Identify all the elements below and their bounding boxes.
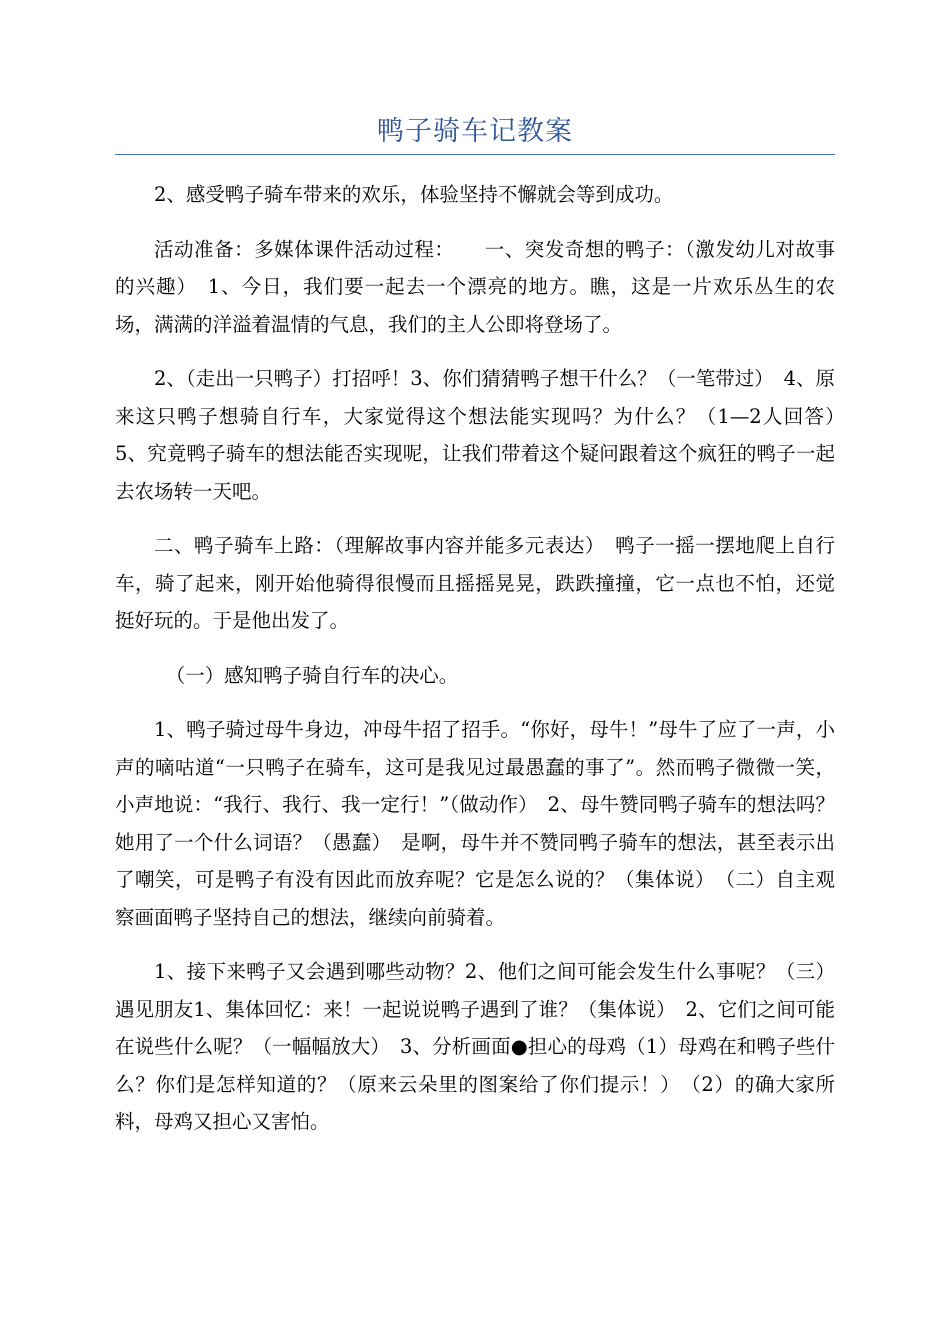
paragraph: 2、感受鸭子骑车带来的欢乐，体验坚持不懈就会等到成功。: [154, 183, 674, 206]
title-underline: [115, 154, 835, 155]
paragraph: 1、接下来鸭子又会遇到哪些动物？2、他们之间可能会发生什么事呢？（三）遇见朋友1、集体回忆：来！一起说说鸭子遇到了谁？（集体说） 2、它们之间可能在说些什么呢？（一幅幅放大） 3、分析画面●担心的母鸡（1）母鸡在和鸭子些什么？你们是怎样知道的？（原来云朵里的图案给了你们提示！） （2）的确大家所料，母鸡又担心又害怕。: [115, 960, 835, 1133]
paragraph: 2、（走出一只鸭子）打招呼！3、你们猜猜鸭子想干什么？（一笔带过） 4、原来这只鸭子想骑自行车，大家觉得这个想法能实现吗？为什么？（1—2人回答） 5、究竟鸭子骑车的想法能否实现呢，让我们带着这个疑问跟着这个疯狂的鸭子一起去农场转一天吧。: [115, 367, 855, 503]
paragraph: 1、鸭子骑过母牛身边，冲母牛招了招手。“你好，母牛！”母牛了应了一声，小声的嘀咕道“一只鸭子在骑车，这可是我见过最愚蠢的事了”。然而鸭子微微一笑，小声地说：“我行、我行、我一定行！”（做动作） 2、母牛赞同鸭子骑车的想法吗？她用了一个什么词语？（愚蠢） 是啊，母牛并不赞同鸭子骑车的想法，甚至表示出了嘲笑，可是鸭子有没有因此而放弃呢？它是怎么说的？（集体说） （二）自主观察画面鸭子坚持自己的想法，继续向前骑着。: [115, 718, 835, 929]
paragraph: 二、鸭子骑车上路：（理解故事内容并能多元表达） 鸭子一摇一摆地爬上自行车，骑了起来，刚开始他骑得很慢而且摇摇晃晃，跌跌撞撞，它一点也不怕，还觉挺好玩的。于是他出发了。: [115, 534, 835, 632]
paragraph: （一）感知鸭子骑自行车的决心。: [165, 663, 459, 687]
document-title: 鸭子骑车记教案: [377, 116, 573, 147]
paragraph: 活动准备：多媒体课件活动过程： 一、突发奇想的鸭子：（激发幼儿对故事的兴趣） 1、今日，我们要一起去一个漂亮的地方。瞧，这是一片欢乐丛生的农场，满满的洋溢着温情的气息，我们的主人公即将登场了。: [115, 237, 835, 336]
document-body: [115, 176, 855, 1158]
